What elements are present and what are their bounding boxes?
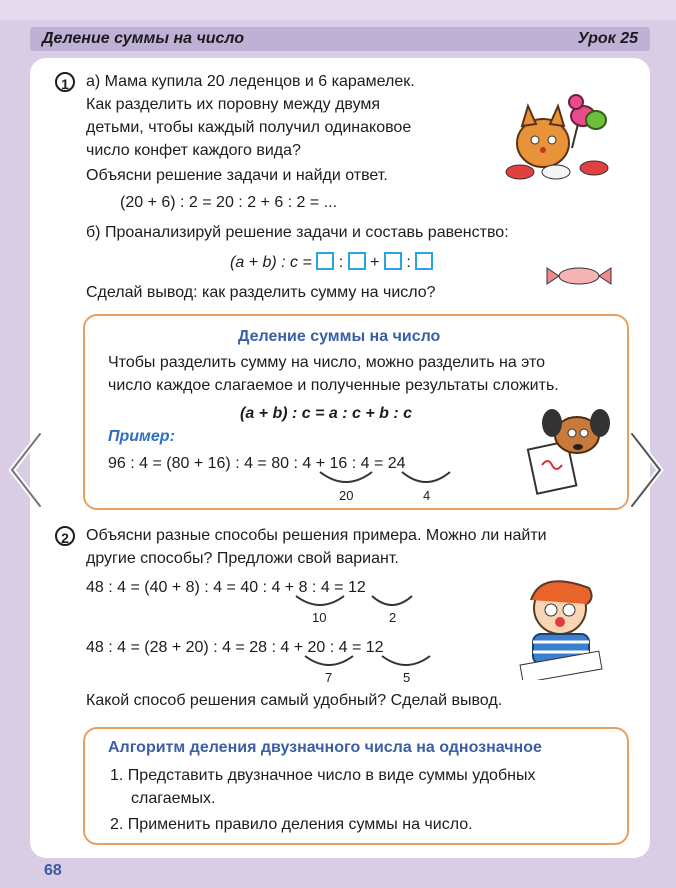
rule-title: Деление суммы на число — [238, 328, 441, 345]
rule-text: Чтобы разделить сумму на число, можно разделить на это — [108, 354, 546, 371]
example-expression: 96 : 4 = (80 + 16) : 4 = 80 : 4 + 16 : 4 = 24 — [108, 455, 406, 472]
task2-example-2: 48 : 4 = (28 + 20) : 4 = 28 : 4 + 20 : 4 = 12 — [86, 639, 384, 656]
task1-line: а) Мама купила 20 леденцов и 6 карамелек. — [86, 73, 415, 90]
algorithm-title: Алгоритм деления двузначного числа на однозначное — [108, 739, 542, 756]
task2-question: Какой способ решения самый удобный? Сделай вывод. — [86, 692, 503, 709]
equation-start: (a + b) : c = — [230, 254, 312, 271]
section-title: Деление суммы на число — [42, 30, 244, 47]
lesson-label: Урок 25 — [577, 30, 638, 47]
boy-writing-illustration — [515, 570, 615, 680]
arc-result: 4 — [423, 488, 431, 503]
task1-line: Как разделить их поровну между двумя — [86, 96, 381, 113]
top-strip — [0, 0, 676, 20]
grouping-arc — [318, 470, 378, 490]
task1-line: Объясни решение задачи и найди ответ. — [86, 167, 388, 184]
task1-line: детьми, чтобы каждый получил одинаковое — [86, 119, 412, 136]
next-page-arrow-icon[interactable] — [626, 430, 666, 510]
rule-text: число каждое слагаемое и полученные результаты сложить. — [108, 377, 559, 394]
answer-box[interactable] — [415, 252, 433, 270]
operator: : — [406, 254, 411, 271]
task1-b-text: б) Проанализируй решение задачи и составь равенство: — [86, 224, 509, 241]
arc-result: 10 — [312, 610, 327, 625]
answer-box[interactable] — [316, 252, 334, 270]
answer-box[interactable] — [348, 252, 366, 270]
arc-result: 7 — [325, 670, 333, 685]
algorithm-step: слагаемых. — [131, 790, 216, 807]
task1-b-equation — [230, 252, 433, 273]
arc-result: 5 — [403, 670, 411, 685]
task1-conclusion: Сделай вывод: как разделить сумму на число? — [86, 284, 436, 301]
task2-text: другие способы? Предложи свой вариант. — [86, 550, 399, 567]
algorithm-step: 1. Представить двузначное число в виде суммы удобных — [110, 767, 536, 784]
grouping-arc — [400, 470, 460, 490]
operator: : — [338, 254, 344, 271]
operator: + — [370, 254, 380, 271]
rule-formula: (a + b) : c = a : c + b : c — [240, 405, 413, 422]
task-number-2: 2 — [55, 526, 75, 546]
arc-result: 2 — [389, 610, 397, 625]
task2-text: Объясни разные способы решения примера. Можно ли найти — [86, 527, 547, 544]
example-label: Пример: — [108, 428, 175, 445]
algorithm-step: 2. Применить правило деления суммы на число. — [110, 816, 473, 833]
previous-page-arrow-icon[interactable] — [6, 430, 46, 510]
arc-result: 20 — [339, 488, 354, 503]
task1-line: число конфет каждого вида? — [86, 142, 301, 159]
page-number: 68 — [44, 862, 62, 879]
answer-box[interactable] — [384, 252, 402, 270]
page-header — [30, 27, 650, 51]
dog-drawing-illustration — [522, 405, 612, 495]
task1-expression: (20 + 6) : 2 = 20 : 2 + 6 : 2 = ... — [120, 194, 338, 211]
cat-with-candies-illustration — [498, 88, 628, 188]
candy-icon — [545, 264, 615, 288]
task2-example-1: 48 : 4 = (40 + 8) : 4 = 40 : 4 + 8 : 4 = 12 — [86, 579, 366, 596]
task-number-1: 1 — [55, 72, 75, 92]
